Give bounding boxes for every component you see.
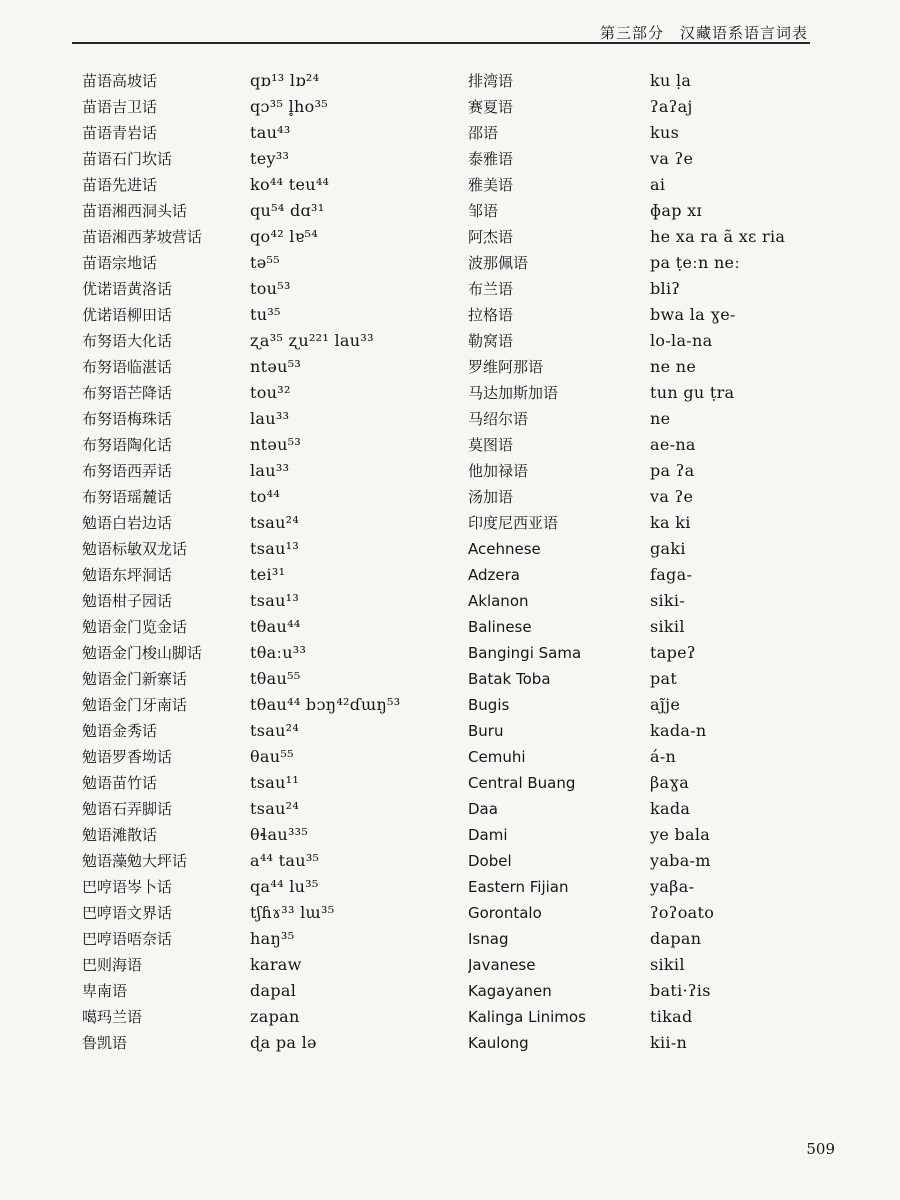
language-name-right: Daa xyxy=(468,800,498,818)
language-name-left: 优诺语柳田话 xyxy=(82,306,173,324)
language-name-right: 排湾语 xyxy=(468,72,514,90)
language-name-left: 勉语白岩边话 xyxy=(82,514,173,532)
language-name-right: Batak Toba xyxy=(468,670,551,688)
language-name-left: 优诺语黄洛话 xyxy=(82,280,173,298)
word-form-left: tei³¹ xyxy=(250,565,286,584)
language-name-right: Aklanon xyxy=(468,592,529,610)
page-number: 509 xyxy=(806,1140,835,1158)
language-name-left: 苗语宗地话 xyxy=(82,254,158,272)
language-name-right: 波那佩语 xyxy=(468,254,529,272)
language-name-right: 阿杰语 xyxy=(468,228,514,246)
language-name-left: 布努语芒降话 xyxy=(82,384,173,402)
word-form-right: tapeʔ xyxy=(650,643,696,662)
word-form-left: qo⁴² lɐ⁵⁴ xyxy=(250,227,318,246)
language-name-left: 苗语吉卫话 xyxy=(82,98,158,116)
word-form-right: ae-na xyxy=(650,435,696,454)
language-name-right: Javanese xyxy=(468,956,536,974)
language-name-left: 勉语罗香坳话 xyxy=(82,748,173,766)
word-form-left: ʐa³⁵ ʐu²²¹ lau³³ xyxy=(250,331,374,350)
word-form-left: tey³³ xyxy=(250,149,290,168)
word-form-right: faga- xyxy=(650,565,693,584)
word-form-left: tθau⁴⁴ xyxy=(250,617,301,636)
right-word-column xyxy=(650,68,850,1056)
language-name-left: 勉语金门梭山脚话 xyxy=(82,644,203,662)
language-name-right: 罗维阿那语 xyxy=(468,358,544,376)
language-name-left: 布努语瑶麓话 xyxy=(82,488,173,506)
language-name-left: 勉语苗竹话 xyxy=(82,774,158,792)
language-name-left: 勉语东坪洞话 xyxy=(82,566,173,584)
word-form-left: ko⁴⁴ teu⁴⁴ xyxy=(250,175,330,194)
language-name-left: 巴哼语文界话 xyxy=(82,904,173,922)
word-form-left: qa⁴⁴ lu³⁵ xyxy=(250,877,319,896)
language-name-right: Kagayanen xyxy=(468,982,552,1000)
header-rule xyxy=(72,42,810,44)
word-form-left: tau⁴³ xyxy=(250,123,291,142)
word-form-right: ɸap xɪ xyxy=(650,201,702,220)
left-language-column xyxy=(62,68,242,1056)
language-name-left: 巴则海语 xyxy=(82,956,143,974)
word-form-right: kii-n xyxy=(650,1033,688,1052)
language-name-right: Gorontalo xyxy=(468,904,542,922)
language-name-right: Bangingi Sama xyxy=(468,644,582,662)
word-form-left: lau³³ xyxy=(250,409,290,428)
word-form-left: tsau¹¹ xyxy=(250,773,300,792)
language-name-right: Balinese xyxy=(468,618,532,636)
language-name-left: 苗语青岩话 xyxy=(82,124,158,142)
language-name-left: 苗语湘西茅坡营话 xyxy=(82,228,203,246)
word-form-right: pa ʔa xyxy=(650,461,695,480)
language-name-left: 布努语陶化话 xyxy=(82,436,173,454)
language-name-right: Bugis xyxy=(468,696,510,714)
word-form-left: qɔ³⁵ l̥ho³⁵ xyxy=(250,97,328,116)
language-name-left: 勉语金门览金话 xyxy=(82,618,188,636)
word-form-left: tu³⁵ xyxy=(250,305,281,324)
language-name-left: 勉语柑子园话 xyxy=(82,592,173,610)
word-form-right: aj̃je xyxy=(650,695,681,714)
language-name-right: Central Buang xyxy=(468,774,576,792)
word-form-right: ʔoʔoato xyxy=(650,903,715,922)
word-form-right: siki- xyxy=(650,591,686,610)
language-name-right: Dobel xyxy=(468,852,512,870)
word-form-right: bliʔ xyxy=(650,279,681,298)
language-name-right: Kalinga Linimos xyxy=(468,1008,586,1026)
word-form-right: va ʔe xyxy=(650,149,694,168)
word-form-right: pa ṭeːn neː xyxy=(650,253,741,272)
word-form-right: βaɣa xyxy=(650,773,690,792)
word-form-right: ku ḷa xyxy=(650,71,692,90)
language-name-left: 苗语先进话 xyxy=(82,176,158,194)
word-form-right: ye bala xyxy=(650,825,711,844)
word-form-right: tun gu ṭra xyxy=(650,383,735,402)
word-form-right: sikil xyxy=(650,955,685,974)
right-language-column xyxy=(468,68,648,1056)
word-form-right: lo-la-na xyxy=(650,331,713,350)
word-form-left: to⁴⁴ xyxy=(250,487,281,506)
language-name-right: 马达加斯加语 xyxy=(468,384,559,402)
language-name-left: 巴哼语岑卜话 xyxy=(82,878,173,896)
word-form-right: yaβa- xyxy=(650,877,695,896)
language-name-right: 印度尼西亚语 xyxy=(468,514,559,532)
word-form-right: ne xyxy=(650,409,671,428)
word-form-right: ʔaʔaj xyxy=(650,97,693,116)
language-name-right: 泰雅语 xyxy=(468,150,514,168)
word-form-left: tθau⁴⁴ bɔŋ⁴²ɗɯŋ⁵³ xyxy=(250,695,401,714)
word-form-left: ntəu⁵³ xyxy=(250,357,302,376)
word-form-left: tsau¹³ xyxy=(250,539,300,558)
word-form-right: ai xyxy=(650,175,666,194)
word-form-left: θɬau³³⁵ xyxy=(250,825,309,844)
word-form-left: qu⁵⁴ dɑ³¹ xyxy=(250,201,325,220)
language-name-left: 布努语临湛话 xyxy=(82,358,173,376)
language-name-left: 勉语标敏双龙话 xyxy=(82,540,188,558)
language-name-right: Kaulong xyxy=(468,1034,529,1052)
language-name-left: 勉语藻勉大坪话 xyxy=(82,852,188,870)
word-form-right: sikil xyxy=(650,617,685,636)
language-name-left: 苗语高坡话 xyxy=(82,72,158,90)
language-name-left: 勉语金门牙南话 xyxy=(82,696,188,714)
language-name-right: Acehnese xyxy=(468,540,541,558)
language-name-left: 布努语大化话 xyxy=(82,332,173,350)
language-name-right: Cemuhi xyxy=(468,748,526,766)
word-form-left: ɖa pa lə xyxy=(250,1033,317,1052)
word-form-left: zapan xyxy=(250,1007,300,1026)
word-form-left: tou³² xyxy=(250,383,291,402)
language-name-left: 苗语石门坎话 xyxy=(82,150,173,168)
word-form-right: va ʔe xyxy=(650,487,694,506)
word-form-left: θau⁵⁵ xyxy=(250,747,294,766)
word-form-right: gaki xyxy=(650,539,686,558)
word-form-left: tou⁵³ xyxy=(250,279,291,298)
word-form-right: he xa ra ã xɛ ria xyxy=(650,227,786,246)
word-form-left: a⁴⁴ tau³⁵ xyxy=(250,851,320,870)
word-form-left: karaw xyxy=(250,955,302,974)
word-form-right: ka ki xyxy=(650,513,691,532)
word-form-left: tsau²⁴ xyxy=(250,721,300,740)
word-form-left: tsau²⁴ xyxy=(250,513,300,532)
word-form-left: ntəu⁵³ xyxy=(250,435,302,454)
word-form-right: bwa la ɣe- xyxy=(650,305,736,324)
word-form-right: ne ne xyxy=(650,357,697,376)
word-form-left: tʃɦɤ³³ lɯ³⁵ xyxy=(250,903,335,922)
language-name-right: 拉格语 xyxy=(468,306,514,324)
word-form-left: tθau⁵⁵ xyxy=(250,669,301,688)
language-name-right: 雅美语 xyxy=(468,176,514,194)
language-name-left: 布努语梅珠话 xyxy=(82,410,173,428)
language-name-right: Eastern Fijian xyxy=(468,878,569,896)
language-name-right: Isnag xyxy=(468,930,509,948)
language-name-left: 鲁凯语 xyxy=(82,1034,128,1052)
language-name-right: 赛夏语 xyxy=(468,98,514,116)
language-name-right: 他加禄语 xyxy=(468,462,529,480)
word-form-right: pat xyxy=(650,669,678,688)
language-name-right: 邵语 xyxy=(468,124,499,142)
language-name-left: 勉语金门新寨话 xyxy=(82,670,188,688)
language-name-right: 布兰语 xyxy=(468,280,514,298)
language-name-right: Adzera xyxy=(468,566,520,584)
word-form-right: yaba-m xyxy=(650,851,711,870)
word-form-right: dapan xyxy=(650,929,702,948)
word-form-right: kada xyxy=(650,799,691,818)
word-form-left: lau³³ xyxy=(250,461,290,480)
word-form-left: tsau²⁴ xyxy=(250,799,300,818)
language-name-right: 马绍尔语 xyxy=(468,410,529,428)
left-word-column xyxy=(250,68,465,1056)
language-name-right: 莫图语 xyxy=(468,436,514,454)
language-name-left: 勉语石弄脚话 xyxy=(82,800,173,818)
word-form-left: dapal xyxy=(250,981,297,1000)
language-name-left: 勉语金秀话 xyxy=(82,722,158,740)
language-name-right: 邹语 xyxy=(468,202,499,220)
language-name-right: 勒窝语 xyxy=(468,332,514,350)
word-form-left: haŋ³⁵ xyxy=(250,929,295,948)
language-name-left: 巴哼语唔奈话 xyxy=(82,930,173,948)
word-form-right: á-n xyxy=(650,747,677,766)
language-name-right: 汤加语 xyxy=(468,488,514,506)
word-form-right: kada-n xyxy=(650,721,707,740)
language-name-left: 苗语湘西洞头话 xyxy=(82,202,188,220)
language-name-left: 卑南语 xyxy=(82,982,128,1000)
language-name-right: Buru xyxy=(468,722,504,740)
running-header: 第三部分 汉藏语系语言词表 xyxy=(599,24,808,42)
word-form-left: tθaːu³³ xyxy=(250,643,307,662)
language-name-left: 勉语滩散话 xyxy=(82,826,158,844)
word-form-right: bati·ʔis xyxy=(650,981,711,1000)
language-name-left: 噶玛兰语 xyxy=(82,1008,143,1026)
word-form-right: kus xyxy=(650,123,680,142)
language-name-left: 布努语西弄话 xyxy=(82,462,173,480)
word-form-right: tikad xyxy=(650,1007,693,1026)
language-name-right: Dami xyxy=(468,826,508,844)
word-form-left: qɒ¹³ lɒ²⁴ xyxy=(250,71,320,90)
word-form-left: tə⁵⁵ xyxy=(250,253,280,272)
word-form-left: tsau¹³ xyxy=(250,591,300,610)
